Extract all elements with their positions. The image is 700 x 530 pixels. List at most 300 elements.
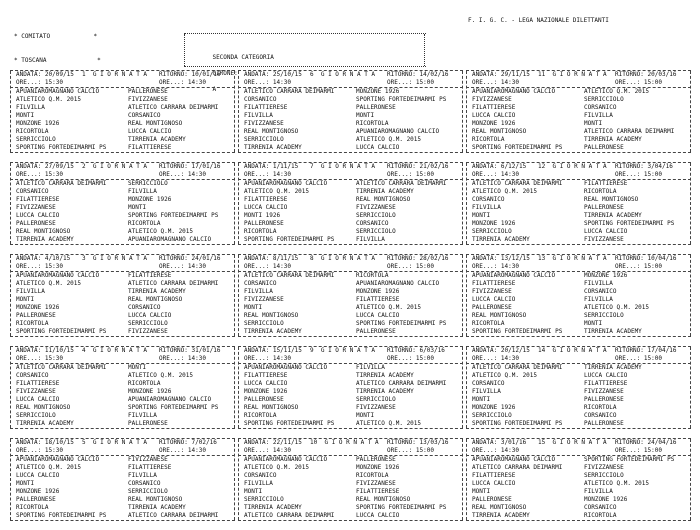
- spacer: [82, 447, 159, 455]
- away-team: TIRRENIA ACADEMY: [128, 504, 186, 511]
- match-row: [16, 96, 229, 104]
- home-team: TIRRENIA ACADEMY: [16, 420, 74, 427]
- away-team: LUCCA CALCIO: [356, 512, 400, 519]
- match-row: [472, 456, 685, 464]
- card-border: [466, 163, 467, 244]
- spacer: [310, 447, 387, 455]
- away-team: FILATTIERESE: [128, 144, 172, 151]
- header-region: * TOSCANA *: [14, 57, 101, 64]
- home-team: APUANIAROMAGNANO CALCIO: [472, 88, 556, 95]
- away-team: APUANIAROMAGNANO CALCIO: [356, 128, 440, 135]
- home-team: SERRICCIOLO: [244, 320, 284, 327]
- home-team: MONZONE 1926: [472, 404, 516, 411]
- match-row: [472, 188, 685, 196]
- andata-time: [16, 171, 82, 179]
- andata-time: [472, 263, 538, 271]
- match-row: [16, 456, 229, 464]
- andata-date: [472, 439, 538, 447]
- ore-andata-value: 15:30: [44, 79, 63, 86]
- match-row: [244, 128, 457, 136]
- home-team: FIVIZZANESE: [244, 296, 284, 303]
- andata-date: [16, 255, 82, 263]
- ritorno-label: RITORNO:: [159, 347, 188, 354]
- home-team: REAL MONTIGNOSO: [472, 128, 527, 135]
- away-team: LUCCA CALCIO: [128, 128, 172, 135]
- match-row: [16, 88, 229, 96]
- match-row: [244, 220, 457, 228]
- card-border: [238, 71, 239, 152]
- card-border: [690, 347, 691, 428]
- ritorno-value: 24/01/16: [191, 255, 221, 262]
- away-team: TIRRENIA ACADEMY: [128, 136, 186, 143]
- home-team: FILATTIERESE: [472, 280, 516, 287]
- ore-ritorno-value: 15:00: [643, 447, 662, 454]
- away-team: FILVILLA: [356, 364, 385, 371]
- andata-time: [244, 355, 310, 363]
- matchday-header: [472, 255, 685, 263]
- away-team: PALLERONESE: [584, 396, 624, 403]
- ore-andata-value: 14:30: [272, 355, 291, 362]
- ritorno-label: RITORNO:: [159, 439, 188, 446]
- card-gap: [466, 245, 691, 254]
- match-row: [16, 388, 229, 396]
- card-border: [466, 255, 467, 336]
- matchday-header: [472, 163, 685, 171]
- matchday-header: [16, 71, 229, 79]
- ritorno-time: [615, 79, 685, 87]
- match-row: [472, 488, 685, 496]
- away-team: RICORTOLA: [584, 404, 617, 411]
- group-label: GIRONE:: [212, 70, 238, 77]
- giornata-number: 10: [310, 439, 318, 446]
- giornata-label: G I O R N A T A: [320, 255, 376, 262]
- match-row: [16, 320, 229, 328]
- home-team: REAL MONTIGNOSO: [16, 404, 71, 411]
- match-row: [244, 404, 457, 412]
- ore-andata-value: 14:30: [500, 79, 519, 86]
- home-team: MONZONE 1926: [244, 388, 288, 395]
- schedule-column: [238, 70, 463, 530]
- card-gap: [10, 429, 235, 438]
- home-team: MONTI: [472, 212, 491, 219]
- match-row: [472, 396, 685, 404]
- ore-ritorno-value: 15:00: [415, 171, 434, 178]
- home-team: REAL MONTIGNOSO: [472, 312, 527, 319]
- away-team: APUANIAROMAGNANO CALCIO: [128, 236, 212, 243]
- ore-label: ORE...:: [159, 79, 185, 86]
- matchday-times: [16, 263, 229, 271]
- home-team: FILATTIERESE: [16, 380, 60, 387]
- spacer: [310, 171, 387, 179]
- away-team: LUCCA CALCIO: [584, 228, 628, 235]
- match-row: [244, 312, 457, 320]
- ritorno-date: [387, 71, 457, 79]
- card-border: [462, 163, 463, 244]
- andata-label: ANDATA:: [472, 163, 498, 170]
- match-row: [472, 112, 685, 120]
- matchday-header: [16, 439, 229, 447]
- match-row: [472, 236, 685, 244]
- card-gap: [238, 521, 463, 530]
- giornata-title: [82, 439, 159, 447]
- ore-andata-value: 15:30: [44, 447, 63, 454]
- ritorno-value: 6/03/16: [419, 347, 445, 354]
- home-team: APUANIAROMAGNANO CALCIO: [16, 456, 100, 463]
- card-border: [466, 439, 467, 520]
- matchday-header: [244, 163, 457, 171]
- away-team: TIRRENIA ACADEMY: [356, 388, 414, 395]
- home-team: SPORTING FORTEDEIMARMI PS: [244, 420, 335, 427]
- away-team: TIRRENIA ACADEMY: [584, 328, 642, 335]
- home-team: ATLETICO Q.M. 2015: [16, 96, 82, 103]
- matchday-times: [16, 79, 229, 87]
- ore-ritorno-value: 14:30: [187, 447, 206, 454]
- giornata-number: 4: [82, 347, 86, 354]
- andata-value: 8/11/15: [272, 255, 299, 262]
- match-row: [472, 480, 685, 488]
- andata-value: 13/12/15: [500, 255, 530, 262]
- andata-value: 25/10/15: [272, 71, 302, 78]
- ore-label: ORE...:: [16, 79, 42, 86]
- giornata-label: G I O R N A T A: [92, 439, 148, 446]
- andata-label: ANDATA:: [16, 347, 42, 354]
- ore-label: ORE...:: [615, 447, 641, 454]
- match-row: [244, 304, 457, 312]
- home-team: ATLETICO CARRARA DEIMARMI: [244, 512, 335, 519]
- away-team: SERRICCIOLO: [356, 396, 396, 403]
- home-team: REAL MONTIGNOSO: [16, 228, 71, 235]
- ore-label: ORE...:: [159, 355, 185, 362]
- match-row: [244, 412, 457, 420]
- match-row: [16, 496, 229, 504]
- giornata-title: [82, 347, 159, 355]
- match-row: [244, 96, 457, 104]
- match-row: [472, 144, 685, 152]
- away-team: MONZONE 1926: [356, 88, 400, 95]
- andata-time: [244, 447, 310, 455]
- match-row: [472, 504, 685, 512]
- match-row: [244, 188, 457, 196]
- matchday-card: [238, 346, 463, 429]
- home-team: MONTI 1926: [244, 212, 281, 219]
- home-team: MONZONE 1926: [472, 220, 516, 227]
- away-team: FILATTIERESE: [584, 380, 628, 387]
- home-team: FIVIZZANESE: [472, 96, 512, 103]
- away-team: CORSANICO: [584, 504, 617, 511]
- ore-ritorno-value: 15:00: [643, 355, 662, 362]
- match-row: [16, 312, 229, 320]
- match-row: [244, 388, 457, 396]
- away-team: RICORTOLA: [128, 220, 161, 227]
- away-team: FILVILLA: [584, 112, 613, 119]
- card-gap: [10, 153, 235, 162]
- ore-label: ORE...:: [244, 79, 270, 86]
- home-team: APUANIAROMAGNANO CALCIO: [472, 456, 556, 463]
- home-team: TIRRENIA ACADEMY: [472, 236, 530, 243]
- giornata-label: G I O R N A T A: [92, 347, 148, 354]
- andata-label: ANDATA:: [244, 71, 270, 78]
- ore-andata-value: 14:30: [272, 171, 291, 178]
- away-team: MONTI: [356, 412, 375, 419]
- giornata-number: 5: [82, 439, 86, 446]
- away-team: FIVIZZANESE: [128, 96, 168, 103]
- home-team: SERRICCIOLO: [16, 412, 56, 419]
- ore-label: ORE...:: [472, 263, 498, 270]
- andata-value: 18/10/15: [44, 439, 74, 446]
- andata-date: [16, 71, 82, 79]
- home-team: PALLERONESE: [16, 496, 56, 503]
- matchday-card: [10, 162, 235, 245]
- andata-time: [244, 79, 310, 87]
- andata-date: [244, 163, 310, 171]
- andata-time: [16, 355, 82, 363]
- away-team: FILVILLA: [584, 488, 613, 495]
- home-team: PALLERONESE: [472, 496, 512, 503]
- andata-value: 27/09/15: [44, 163, 74, 170]
- match-row: [16, 104, 229, 112]
- andata-label: ANDATA:: [244, 439, 270, 446]
- away-team: RICORTOLA: [584, 512, 617, 519]
- andata-time: [16, 79, 82, 87]
- home-team: SERRICCIOLO: [16, 136, 56, 143]
- ore-andata-value: 15:30: [44, 355, 63, 362]
- ritorno-time: [615, 355, 685, 363]
- matchday-card: [466, 346, 691, 429]
- matchday-times: [244, 263, 457, 271]
- match-row: [16, 364, 229, 372]
- match-row: [244, 296, 457, 304]
- match-row: [244, 120, 457, 128]
- match-row: [472, 496, 685, 504]
- home-team: FILVILLA: [16, 288, 45, 295]
- home-team: SERRICCIOLO: [472, 228, 512, 235]
- ore-label: ORE...:: [472, 355, 498, 362]
- card-border: [238, 347, 239, 428]
- away-team: FIVIZZANESE: [584, 236, 624, 243]
- match-row: [472, 296, 685, 304]
- ritorno-time: [387, 355, 457, 363]
- home-team: ATLETICO Q.M. 2015: [244, 464, 310, 471]
- home-team: FILVILLA: [244, 480, 273, 487]
- home-team: CORSANICO: [244, 280, 277, 287]
- ore-ritorno-value: 15:00: [643, 263, 662, 270]
- ore-label: ORE...:: [16, 263, 42, 270]
- matchday-card: [466, 70, 691, 153]
- ritorno-label: RITORNO:: [387, 347, 416, 354]
- match-row: [16, 112, 229, 120]
- matchday-times: [244, 171, 457, 179]
- home-team: FIVIZZANESE: [16, 204, 56, 211]
- home-team: FILATTIERESE: [244, 372, 288, 379]
- matchday-times: [16, 171, 229, 179]
- match-row: [16, 204, 229, 212]
- giornata-title: [538, 439, 615, 447]
- match-row: [244, 456, 457, 464]
- home-team: REAL MONTIGNOSO: [244, 404, 299, 411]
- home-team: LUCCA CALCIO: [472, 296, 516, 303]
- away-team: APUANIAROMAGNANO CALCIO: [356, 280, 440, 287]
- home-team: ATLETICO CARRARA DEIMARMI: [244, 272, 335, 279]
- andata-value: 15/11/15: [272, 347, 302, 354]
- schedule-column: [466, 70, 691, 530]
- card-border: [10, 71, 11, 152]
- home-team: CORSANICO: [244, 96, 277, 103]
- andata-time: [244, 171, 310, 179]
- away-team: FILVILLA: [128, 472, 157, 479]
- andata-date: [244, 255, 310, 263]
- giornata-number: 8: [310, 255, 314, 262]
- away-team: MONZONE 1926: [356, 464, 400, 471]
- match-row: [472, 472, 685, 480]
- giornata-title: [82, 71, 159, 79]
- home-team: ATLETICO CARRARA DEIMARMI: [472, 364, 563, 371]
- home-team: MONTI: [16, 112, 35, 119]
- giornata-number: 11: [538, 71, 546, 78]
- home-team: MONTI: [16, 480, 35, 487]
- ore-andata-value: 14:30: [272, 263, 291, 270]
- card-gap: [10, 521, 235, 530]
- matchday-card: [10, 346, 235, 429]
- ritorno-date: [159, 347, 229, 355]
- ritorno-label: RITORNO:: [615, 255, 644, 262]
- match-row: [16, 380, 229, 388]
- ritorno-value: 28/02/16: [419, 255, 449, 262]
- match-row: [244, 144, 457, 152]
- ritorno-label: RITORNO:: [387, 255, 416, 262]
- ritorno-time: [159, 355, 229, 363]
- match-row: [16, 196, 229, 204]
- matchday-times: [16, 355, 229, 363]
- away-team: SERRICCIOLO: [584, 96, 624, 103]
- card-border: [462, 347, 463, 428]
- home-team: CORSANICO: [16, 372, 49, 379]
- match-row: [16, 288, 229, 296]
- home-team: FILVILLA: [244, 288, 273, 295]
- match-row: [244, 504, 457, 512]
- home-team: APUANIAROMAGNANO CALCIO: [472, 272, 556, 279]
- match-row: [472, 312, 685, 320]
- away-team: PALLERONESE: [128, 88, 168, 95]
- matchday-header: [16, 163, 229, 171]
- away-team: MONZONE 1926: [128, 388, 172, 395]
- ritorno-value: 3/04/16: [647, 163, 673, 170]
- match-row: [16, 136, 229, 144]
- spacer: [538, 263, 615, 271]
- giornata-title: [310, 347, 387, 355]
- card-border: [234, 255, 235, 336]
- away-team: ATLETICO CARRARA DEIMARMI: [584, 128, 675, 135]
- andata-value: 1/11/15: [272, 163, 299, 170]
- ore-label: ORE...:: [472, 447, 498, 454]
- away-team: MONTI: [356, 112, 375, 119]
- match-row: [244, 320, 457, 328]
- ore-label: ORE...:: [387, 263, 413, 270]
- ore-andata-value: 15:30: [44, 171, 63, 178]
- home-team: MONTI: [472, 396, 491, 403]
- ore-ritorno-value: 14:30: [187, 355, 206, 362]
- ritorno-date: [387, 163, 457, 171]
- away-team: FILVILLA: [128, 188, 157, 195]
- ritorno-label: RITORNO:: [387, 439, 416, 446]
- giornata-title: [538, 255, 615, 263]
- away-team: LUCCA CALCIO: [128, 312, 172, 319]
- match-row: [244, 104, 457, 112]
- card-gap: [238, 429, 463, 438]
- andata-label: ANDATA:: [16, 255, 42, 262]
- ritorno-label: RITORNO:: [159, 255, 188, 262]
- spacer: [82, 79, 159, 87]
- ore-label: ORE...:: [615, 171, 641, 178]
- ritorno-date: [159, 71, 229, 79]
- andata-time: [16, 263, 82, 271]
- andata-label: ANDATA:: [472, 71, 498, 78]
- andata-date: [244, 439, 310, 447]
- card-border: [238, 163, 239, 244]
- away-team: ATLETICO Q.M. 2015: [128, 372, 194, 379]
- ritorno-label: RITORNO:: [615, 439, 644, 446]
- card-border: [234, 163, 235, 244]
- giornata-label: G I O R N A T A: [552, 255, 607, 262]
- schedule-column: [10, 70, 238, 530]
- away-team: SERRICCIOLO: [128, 488, 168, 495]
- away-team: CORSANICO: [356, 220, 389, 227]
- away-team: PALLERONESE: [356, 104, 396, 111]
- home-team: PALLERONESE: [16, 312, 56, 319]
- ritorno-time: [387, 171, 457, 179]
- andata-date: [16, 347, 82, 355]
- away-team: SERRICCIOLO: [584, 312, 624, 319]
- match-row: [472, 304, 685, 312]
- matchday-header: [472, 347, 685, 355]
- andata-value: 3/01/16: [500, 439, 527, 446]
- away-team: TIRRENIA ACADEMY: [356, 188, 414, 195]
- andata-time: [472, 355, 538, 363]
- away-team: FIVIZZANESE: [128, 456, 168, 463]
- away-team: PALLERONESE: [584, 204, 624, 211]
- away-team: FIVIZZANESE: [356, 404, 396, 411]
- home-team: FIVIZZANESE: [244, 120, 284, 127]
- matchday-card: [466, 254, 691, 337]
- away-team: SERRICCIOLO: [356, 228, 396, 235]
- home-team: ATLETICO Q.M. 2015: [16, 280, 82, 287]
- match-row: [16, 272, 229, 280]
- away-team: TIRRENIA ACADEMY: [128, 288, 186, 295]
- ore-label: ORE...:: [244, 447, 270, 454]
- andata-value: 22/11/15: [272, 439, 302, 446]
- ritorno-time: [387, 447, 457, 455]
- ritorno-label: RITORNO:: [387, 71, 416, 78]
- ritorno-value: 24/04/16: [647, 439, 677, 446]
- home-team: APUANIAROMAGNANO CALCIO: [16, 272, 100, 279]
- home-team: SPORTING FORTEDEIMARMI PS: [16, 144, 107, 151]
- card-gap: [238, 153, 463, 162]
- home-team: ATLETICO CARRARA DEIMARMI: [472, 464, 563, 471]
- match-row: [244, 512, 457, 520]
- spacer: [538, 171, 615, 179]
- andata-date: [244, 347, 310, 355]
- giornata-label: G I O R N A T A: [552, 163, 607, 170]
- andata-label: ANDATA:: [472, 347, 498, 354]
- home-team: PALLERONESE: [16, 220, 56, 227]
- away-team: FIVIZZANESE: [356, 480, 396, 487]
- matchday-header: [244, 255, 457, 263]
- ore-label: ORE...:: [244, 355, 270, 362]
- match-row: [472, 220, 685, 228]
- match-row: [16, 296, 229, 304]
- home-team: PALLERONESE: [472, 304, 512, 311]
- away-team: FILATTIERESE: [356, 296, 400, 303]
- matchday-times: [472, 355, 685, 363]
